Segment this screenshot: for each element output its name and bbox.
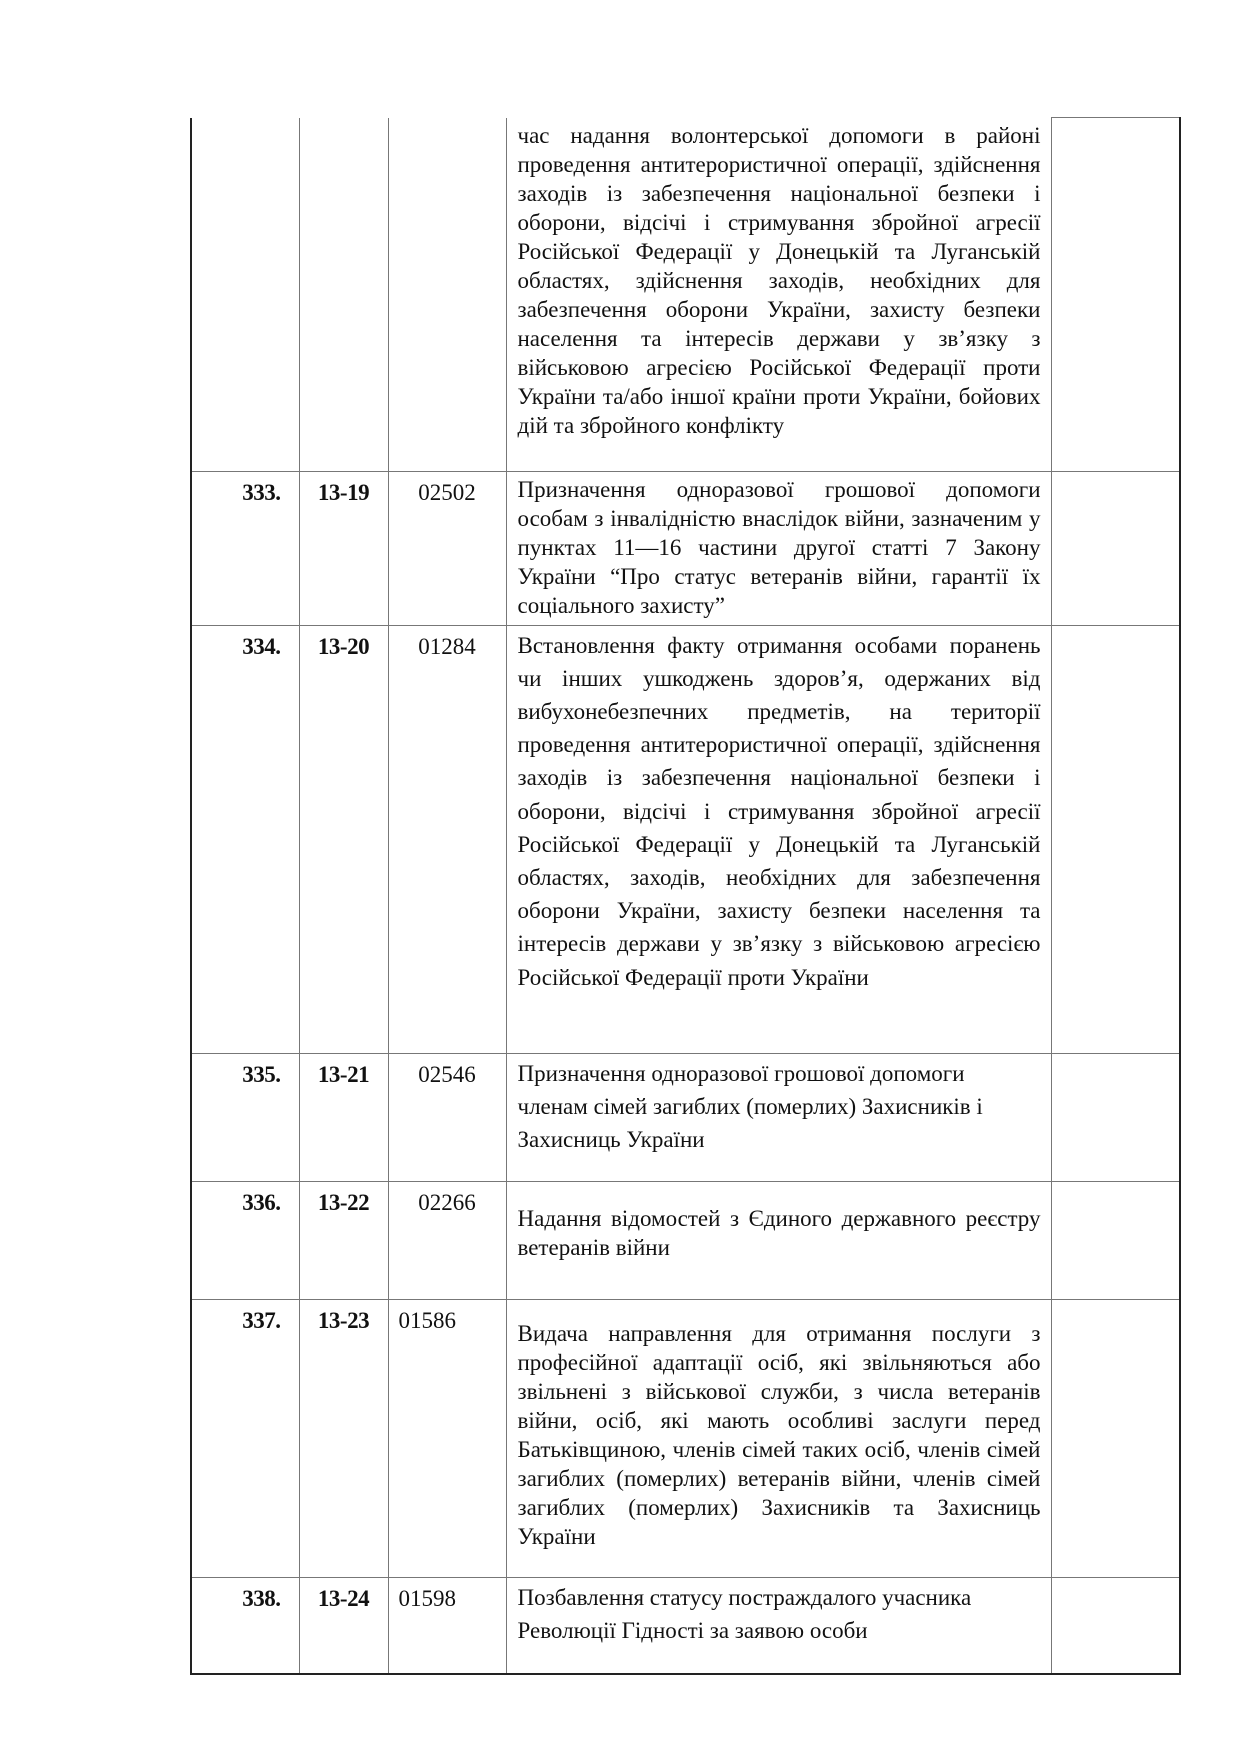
service-code-cell: 13-21 bbox=[299, 1053, 388, 1181]
table-row bbox=[191, 1577, 1180, 1674]
table-row bbox=[191, 1181, 1180, 1299]
table-row bbox=[191, 625, 1180, 1053]
services-table bbox=[190, 117, 1181, 1675]
service-id-cell: 01284 bbox=[388, 625, 506, 1053]
service-code-cell: 13-23 bbox=[299, 1299, 388, 1577]
row-number-cell: 337. bbox=[191, 1299, 299, 1577]
extra-cell bbox=[1051, 1299, 1180, 1577]
service-description-cell: Видача направлення для отримання послуги з професійної адаптації осіб, які звільняються або звільнені з військової служби, з числа ветеранів війни, осіб, які мають особливі заслуги перед Батьківщиною, членів сімей таких осіб, членів сімей загиблих (померлих) ветеранів війни, членів сімей загиблих (померлих) Захисників та Захисниць України bbox=[506, 1299, 1051, 1577]
service-id-cell bbox=[388, 118, 506, 472]
service-code-cell: 13-22 bbox=[299, 1181, 388, 1299]
extra-cell bbox=[1051, 625, 1180, 1053]
row-number-cell: 334. bbox=[191, 625, 299, 1053]
service-id-cell: 01586 bbox=[388, 1299, 506, 1577]
service-id-cell: 02546 bbox=[388, 1053, 506, 1181]
extra-cell bbox=[1051, 1053, 1180, 1181]
service-id-cell: 01598 bbox=[388, 1577, 506, 1674]
table-row bbox=[191, 1053, 1180, 1181]
service-description-cell: Позбавлення статусу постраждалого учасника Революції Гідності за заявою особи bbox=[506, 1577, 1051, 1674]
row-number-cell: 333. bbox=[191, 471, 299, 625]
table-row bbox=[191, 1299, 1180, 1577]
row-number-cell bbox=[191, 118, 299, 472]
service-code-cell: 13-20 bbox=[299, 625, 388, 1053]
table-row bbox=[191, 471, 1180, 625]
service-description-cell: Призначення одноразової грошової допомоги особам з інвалідністю внаслідок війни, зазначеним у пунктах 11—16 частини другої статті 7 Закону України “Про статус ветеранів війни, гарантії їх соціального захисту” bbox=[506, 471, 1051, 625]
service-description-cell: Надання відомостей з Єдиного державного реєстру ветеранів війни bbox=[506, 1181, 1051, 1299]
service-id-cell: 02502 bbox=[388, 471, 506, 625]
service-description-cell: Призначення одноразової грошової допомоги членам сімей загиблих (померлих) Захисників і Захисниць України bbox=[506, 1053, 1051, 1181]
table-row-continued bbox=[191, 118, 1180, 472]
extra-cell bbox=[1051, 1577, 1180, 1674]
service-description-cell: час надання волонтерської допомоги в районі проведення антитерористичної операції, здійснення заходів із забезпечення національної безпеки і оборони, відсічі і стримування збройної агресії Російської Федерації у Донецькій та Луганській областях, здійснення заходів, необхідних для забезпечення оборони України, захисту безпеки населення та інтересів держави у зв’язку з військовою агресією Російської Федерації проти України та/або іншої країни проти України, бойових дій та збройного конфлікту bbox=[506, 118, 1051, 472]
extra-cell bbox=[1051, 1181, 1180, 1299]
extra-cell bbox=[1051, 471, 1180, 625]
service-code-cell: 13-24 bbox=[299, 1577, 388, 1674]
extra-cell bbox=[1051, 118, 1180, 472]
service-id-cell: 02266 bbox=[388, 1181, 506, 1299]
service-code-cell: 13-19 bbox=[299, 471, 388, 625]
service-description-cell: Встановлення факту отримання особами поранень чи інших ушкоджень здоров’я, одержаних від вибухонебезпечних предметів, на території проведення антитерористичної операції, здійснення заходів із забезпечення національної безпеки і оборони, відсічі і стримування збройної агресії Російської Федерації у Донецькій та Луганській областях, заходів, необхідних для забезпечення оборони України, захисту безпеки населення та інтересів держави у зв’язку з військовою агресією Російської Федерації проти України bbox=[506, 625, 1051, 1053]
row-number-cell: 335. bbox=[191, 1053, 299, 1181]
service-code-cell bbox=[299, 118, 388, 472]
row-number-cell: 338. bbox=[191, 1577, 299, 1674]
row-number-cell: 336. bbox=[191, 1181, 299, 1299]
